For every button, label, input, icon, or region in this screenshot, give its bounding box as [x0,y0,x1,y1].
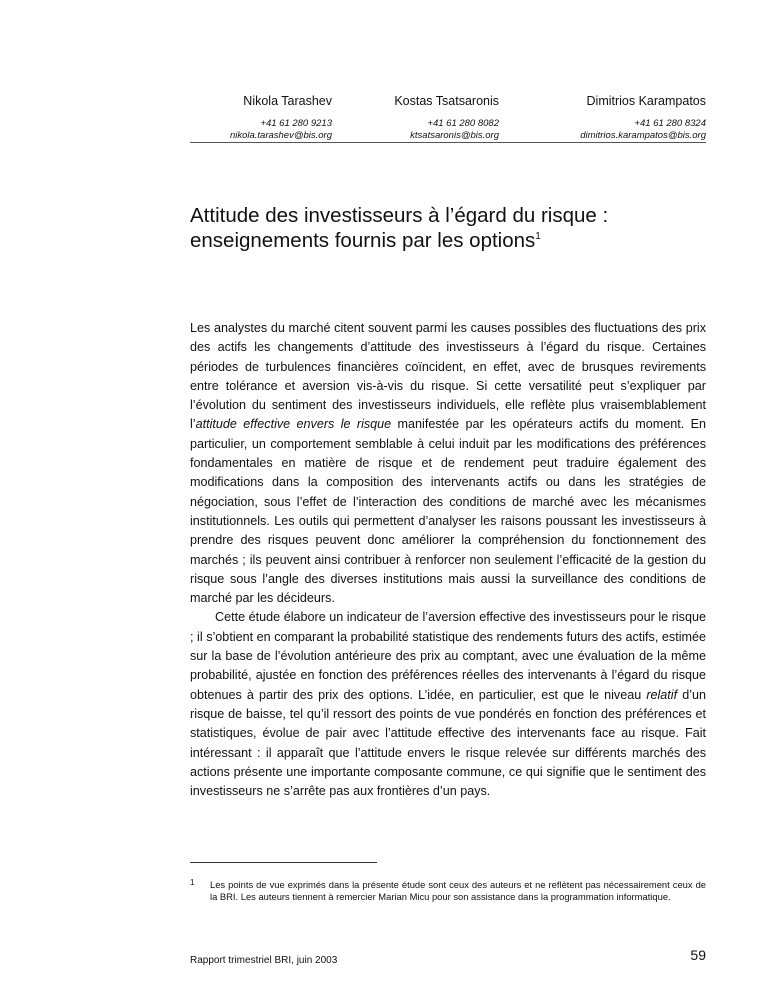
author-email: dimitrios.karampatos@bis.org [580,130,706,141]
paragraph-1 [190,319,706,608]
paragraph-2 [190,608,706,801]
author-contact [172,118,332,142]
author-phone: +41 61 280 8324 [634,118,706,129]
author-phone: +41 61 280 8082 [427,118,499,129]
header-divider [190,142,706,143]
author-email: ktsatsaronis@bis.org [410,130,499,141]
footer-source: Rapport trimestriel BRI, juin 2003 [190,955,338,966]
paragraph-text: Cette étude élabore un indicateur de l’aversion effective des investisseurs pour le risque ; il s’obtient en comparant la probabilité statistique des rendements futurs des actifs, estimée sur la base de l’évolution antérieure des prix au comptant, avec une évaluation de la même probabilité, ajustée en fonction des préférences réelles des intervenants à l’égard du risque obtenues à partir des prix des options. L’idée, en particulier, est que le niveau [190,610,706,702]
page-number: 59 [690,947,706,963]
emphasis-text: attitude effective envers le risque [195,417,392,432]
paragraph-text: d’un risque de baisse, tel qu’il ressort des points de vue pondérés en fonction des préférences et statistiques, évolue de pair avec l’attitude effective des intervenants face au risque. Fait intéressant : il apparaît que l’attitude envers le risque relevée sur différents marchés des actions présente une importante composante commune, ce qui signifie que le sentiment des investisseurs ne s’arrête pas aux frontières d’un pays. [190,687,707,799]
author-email: nikola.tarashev@bis.org [229,130,332,141]
author-phone: +41 61 280 9213 [260,118,332,129]
title-line-1: Attitude des investisseurs à l’égard du risque : [190,204,609,227]
author-name: Nikola Tarashev [243,94,332,108]
author-name: Kostas Tsatsaronis [394,94,499,108]
author-name: Dimitrios Karampatos [586,94,706,108]
article-body [190,319,706,801]
emphasis-text: relatif [646,687,678,702]
author-3 [516,93,706,142]
author-1 [172,93,332,142]
title-line-2: enseignements fournis par les options [190,229,536,252]
author-2 [339,93,499,142]
footnote-reference: 1 [535,231,541,243]
footnote [190,879,706,902]
paragraph-text: Les analystes du marché citent souvent parmi les causes possibles des fluctuations des prix des actifs les changements d’attitude des investisseurs à l’égard du risque. Certaines périodes de turbulences financières coïncident, en effet, avec de brusques revirements entre tolérance et aversion vis-à-vis du risque. Si cette versatilité peut s’expliquer par l’évolution du sentiment des investisseurs individuels, elle reflète plus vraisemblablement l’ [190,321,706,432]
footnote-number: 1 [190,878,195,887]
footnote-text: Les points de vue exprimés dans la présente étude sont ceux des auteurs et ne reflètent pas nécessairement ceux de la BRI. Les auteurs tiennent à remercier Marian Micu pour son assistance dans la programmation informatique. [210,879,706,902]
author-contact [339,118,499,142]
paragraph-text: manifestée par les opérateurs actifs du moment. En particulier, un comportement semblable à celui induit par les modifications des préférences fondamentales en matière de risque et de rendement peut traduire également des modifications dans la composition des intervenants actifs ou dans les stratégies de négociation, sous l’effet de l’interaction des conditions de marché avec les mécanismes institutionnels. Les outils qui permettent d’analyser les raisons poussant les investisseurs à prendre des risques peuvent donc améliorer la compréhension du fonctionnement des marchés ; ils peuvent ainsi contribuer à renforcer non seulement l’efficacité de la gestion du risque sous l’angle des diverses institutions mais aussi la surveillance des conditions de marché par les décideurs. [190,417,706,606]
author-contact [516,118,706,142]
article-title [190,203,710,253]
footnote-divider [190,862,377,863]
